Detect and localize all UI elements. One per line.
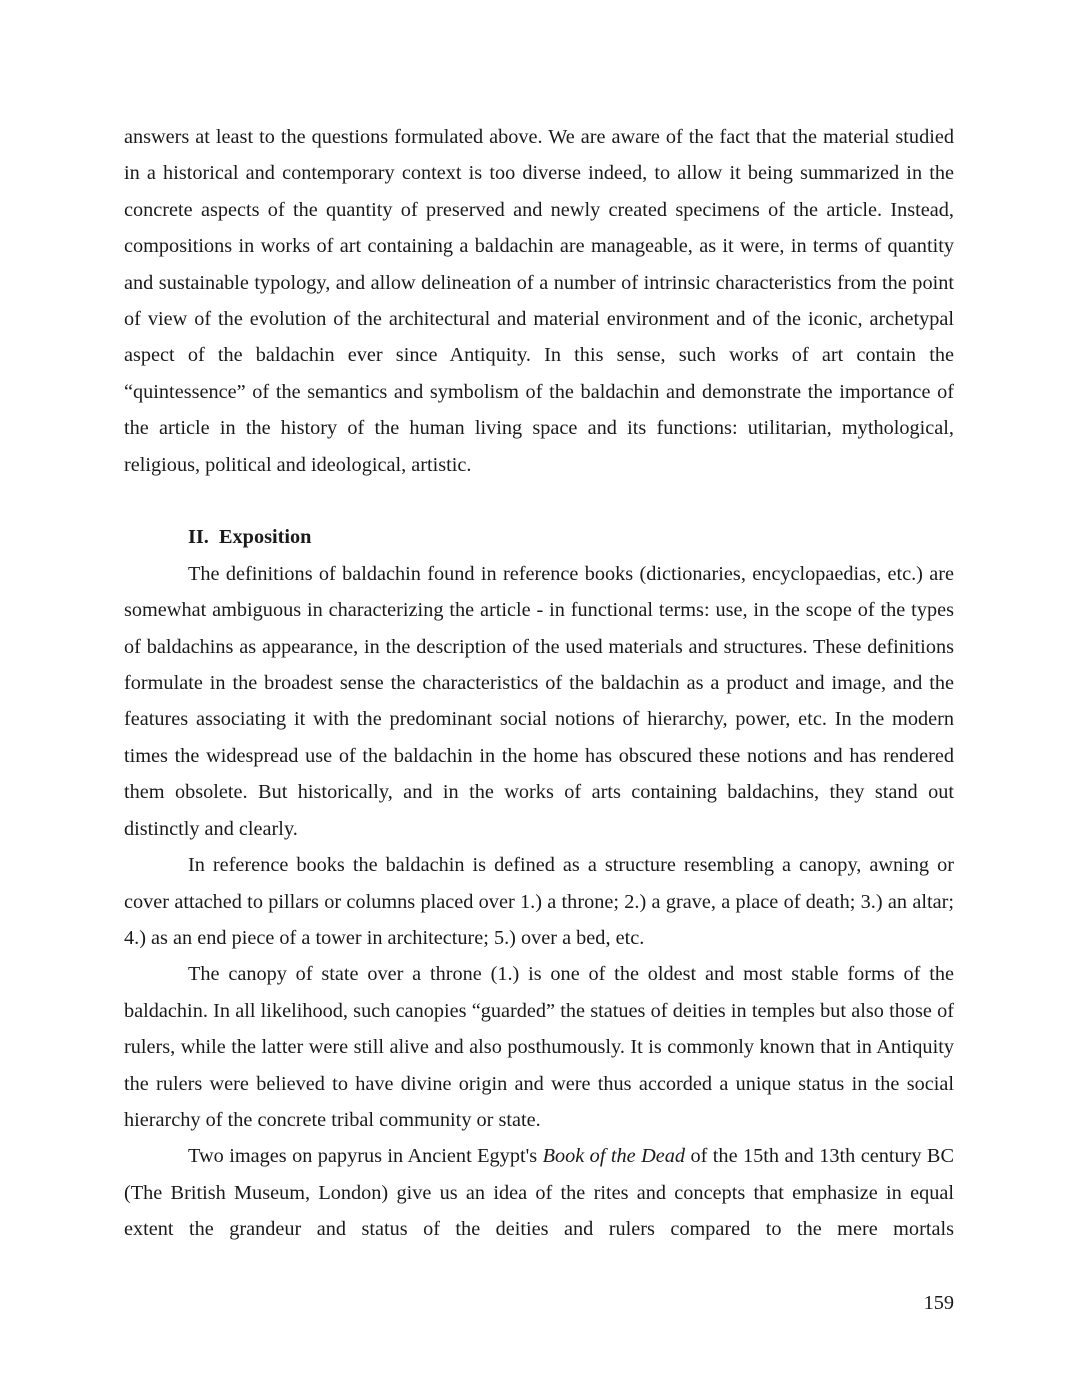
paragraph-5-text-b: of the 15th and 13th century BC (The British Museum, London) give us an idea of the rites and concepts that emphasize in equal extent the grandeur and status of the deities and rulers compared to the mere mortals	[124, 1145, 954, 1241]
body-text	[124, 119, 954, 1248]
section-heading	[188, 519, 954, 555]
paragraph-2: The definitions of baldachin found in reference books (dictionaries, encyclopaedias, etc.) are somewhat ambiguous in characterizing the article - in functional terms: use, in the scope of the types of baldachins as appearance, in the description of the used materials and structures. These definitions formulate in the broadest sense the characteristics of the baldachin as a product and image, and the features associating it with the predominant social notions of hierarchy, power, etc. In the modern times the widespread use of the baldachin in the home has obscured these notions and has rendered them obsolete. But historically, and in the works of arts containing baldachins, they stand out distinctly and clearly.	[124, 562, 954, 840]
paragraph-4: The canopy of state over a throne (1.) is one of the oldest and most stable forms of the baldachin. In all likelihood, such canopies “guarded” the statues of deities in temples but also those of rulers, while the latter were still alive and also posthumously. It is commonly known that in Antiquity the rulers were believed to have divine origin and were thus accorded a unique status in the social hierarchy of the concrete tribal community or state.	[124, 963, 954, 1131]
section-title: Exposition	[219, 526, 312, 549]
page-number: 159	[923, 1292, 954, 1314]
paragraph-5	[124, 1138, 954, 1247]
paragraph-1: answers at least to the questions formulated above. We are aware of the fact that the material studied in a historical and contemporary context is too diverse indeed, to allow it being summarized in the concrete aspects of the quantity of preserved and newly created specimens of the article. Instead, compositions in works of art containing a baldachin are manageable, as it were, in terms of quantity and sustainable typology, and allow delineation of a number of intrinsic characteristics from the point of view of the evolution of the architectural and material environment and of the iconic, archetypal aspect of the baldachin ever since Antiquity. In this sense, such works of art contain the “quintessence” of the semantics and symbolism of the baldachin and demonstrate the importance of the article in the history of the human living space and its functions: utilitarian, mythological, religious, political and ideological, artistic.	[124, 126, 954, 476]
book-title: Book of the Dead	[542, 1145, 686, 1168]
paragraph-5-text-a: Two images on papyrus in Ancient Egypt's	[188, 1145, 543, 1168]
section-number: II.	[188, 526, 209, 549]
paragraph-3: In reference books the baldachin is defined as a structure resembling a canopy, awning or cover attached to pillars or columns placed over 1.) a throne; 2.) a grave, a place of death; 3.) an altar; 4.) as an end piece of a tower in architecture; 5.) over a bed, etc.	[124, 854, 954, 949]
